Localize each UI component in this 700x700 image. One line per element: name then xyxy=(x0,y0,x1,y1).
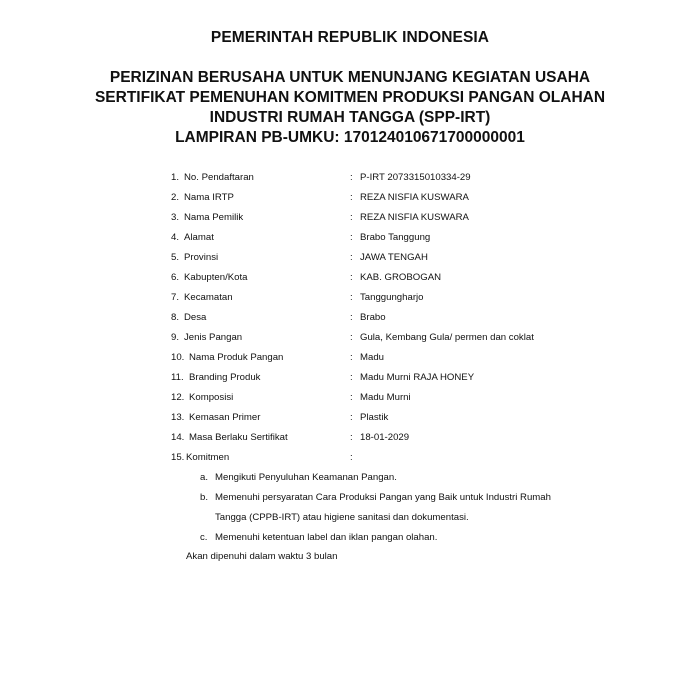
field-label: Kecamatan xyxy=(184,292,233,303)
field-colon: : xyxy=(350,252,353,263)
field-value: Madu Murni xyxy=(360,392,411,403)
title-line-3: INDUSTRI RUMAH TANGGA (SPP-IRT) xyxy=(209,109,491,126)
field-label: Desa xyxy=(184,312,207,323)
government-heading: PEMERINTAH REPUBLIK INDONESIA xyxy=(210,29,490,46)
field-label: No. Pendaftaran xyxy=(184,172,254,183)
field-number: 1. xyxy=(171,172,180,183)
field-value: Plastik xyxy=(360,412,389,423)
field-row xyxy=(0,408,700,428)
field-value: Gula, Kembang Gula/ permen dan coklat xyxy=(360,332,534,343)
field-colon: : xyxy=(350,192,353,203)
field-row xyxy=(0,208,700,228)
field-colon: : xyxy=(350,392,353,403)
field-number: 10. xyxy=(171,352,185,363)
title-line-2: SERTIFIKAT PEMENUHAN KOMITMEN PRODUKSI PANGAN OLAHAN xyxy=(94,89,606,106)
field-number: 7. xyxy=(171,292,180,303)
field-colon: : xyxy=(350,292,353,303)
field-row xyxy=(0,368,700,388)
fulfillment-note: Akan dipenuhi dalam waktu 3 bulan xyxy=(186,551,338,562)
field-row xyxy=(0,288,700,308)
field-row xyxy=(0,248,700,268)
field-colon: : xyxy=(350,352,353,363)
commitment-text: Memenuhi persyaratan Cara Produksi Pangan yang Baik untuk Industri Rumah xyxy=(215,492,551,503)
field-number: 12. xyxy=(171,392,185,403)
commitment-letter: b. xyxy=(200,492,209,503)
certificate-title xyxy=(0,68,700,148)
field-row xyxy=(0,388,700,408)
field-value: Brabo Tanggung xyxy=(360,232,431,243)
field-value: Madu xyxy=(360,352,384,363)
field-row xyxy=(0,188,700,208)
title-line-4: LAMPIRAN PB-UMKU: 170124010671700000001 xyxy=(175,129,525,146)
field-colon: : xyxy=(350,212,353,223)
field-number: 5. xyxy=(171,252,180,263)
field-row xyxy=(0,328,700,348)
field-row xyxy=(0,448,700,468)
commitment-letter: a. xyxy=(200,472,209,483)
field-number: 15. xyxy=(171,452,185,463)
field-label: Nama Produk Pangan xyxy=(189,352,284,363)
field-colon: : xyxy=(350,432,353,443)
field-label: Branding Produk xyxy=(189,372,261,383)
field-row xyxy=(0,168,700,188)
field-value: KAB. GROBOGAN xyxy=(360,272,442,283)
field-row xyxy=(0,228,700,248)
field-colon: : xyxy=(350,232,353,243)
commitment-text: Tangga (CPPB-IRT) atau higiene sanitasi dan dokumentasi. xyxy=(215,512,469,523)
commitment-letter: c. xyxy=(200,532,208,543)
field-row xyxy=(0,428,700,448)
field-colon: : xyxy=(350,412,353,423)
field-label: Jenis Pangan xyxy=(184,332,243,343)
field-value: Tanggungharjo xyxy=(360,292,424,303)
field-label: Alamat xyxy=(184,232,214,243)
field-value: Madu Murni RAJA HONEY xyxy=(360,372,475,383)
field-label: Provinsi xyxy=(184,252,219,263)
field-number: 3. xyxy=(171,212,180,223)
field-number: 6. xyxy=(171,272,180,283)
field-label: Masa Berlaku Sertifikat xyxy=(189,432,288,443)
field-colon: : xyxy=(350,172,353,183)
field-value: Brabo xyxy=(360,312,386,323)
field-colon: : xyxy=(350,452,353,463)
field-value: P-IRT 2073315010334-29 xyxy=(360,172,471,183)
field-label: Komposisi xyxy=(189,392,234,403)
field-label: Kemasan Primer xyxy=(189,412,261,423)
field-row xyxy=(0,348,700,368)
field-colon: : xyxy=(350,312,353,323)
field-label: Nama IRTP xyxy=(184,192,234,203)
field-number: 13. xyxy=(171,412,185,423)
field-colon: : xyxy=(350,332,353,343)
field-value: REZA NISFIA KUSWARA xyxy=(360,212,469,223)
field-value: REZA NISFIA KUSWARA xyxy=(360,192,469,203)
field-number: 8. xyxy=(171,312,180,323)
field-row xyxy=(0,268,700,288)
field-label: Nama Pemilik xyxy=(184,212,244,223)
field-label: Komitmen xyxy=(186,452,230,463)
field-number: 9. xyxy=(171,332,180,343)
field-number: 2. xyxy=(171,192,180,203)
field-row xyxy=(0,308,700,328)
field-value: 18-01-2029 xyxy=(360,432,410,443)
title-line-1: PERIZINAN BERUSAHA UNTUK MENUNJANG KEGIATAN USAHA xyxy=(109,69,591,86)
field-number: 4. xyxy=(171,232,180,243)
field-number: 11. xyxy=(171,372,184,383)
field-colon: : xyxy=(350,272,353,283)
commitment-text: Memenuhi ketentuan label dan iklan pangan olahan. xyxy=(215,532,438,543)
commitment-text: Mengikuti Penyuluhan Keamanan Pangan. xyxy=(215,472,397,483)
field-label: Kabupten/Kota xyxy=(184,272,248,283)
field-value: JAWA TENGAH xyxy=(360,252,428,263)
field-number: 14. xyxy=(171,432,185,443)
field-colon: : xyxy=(350,372,353,383)
